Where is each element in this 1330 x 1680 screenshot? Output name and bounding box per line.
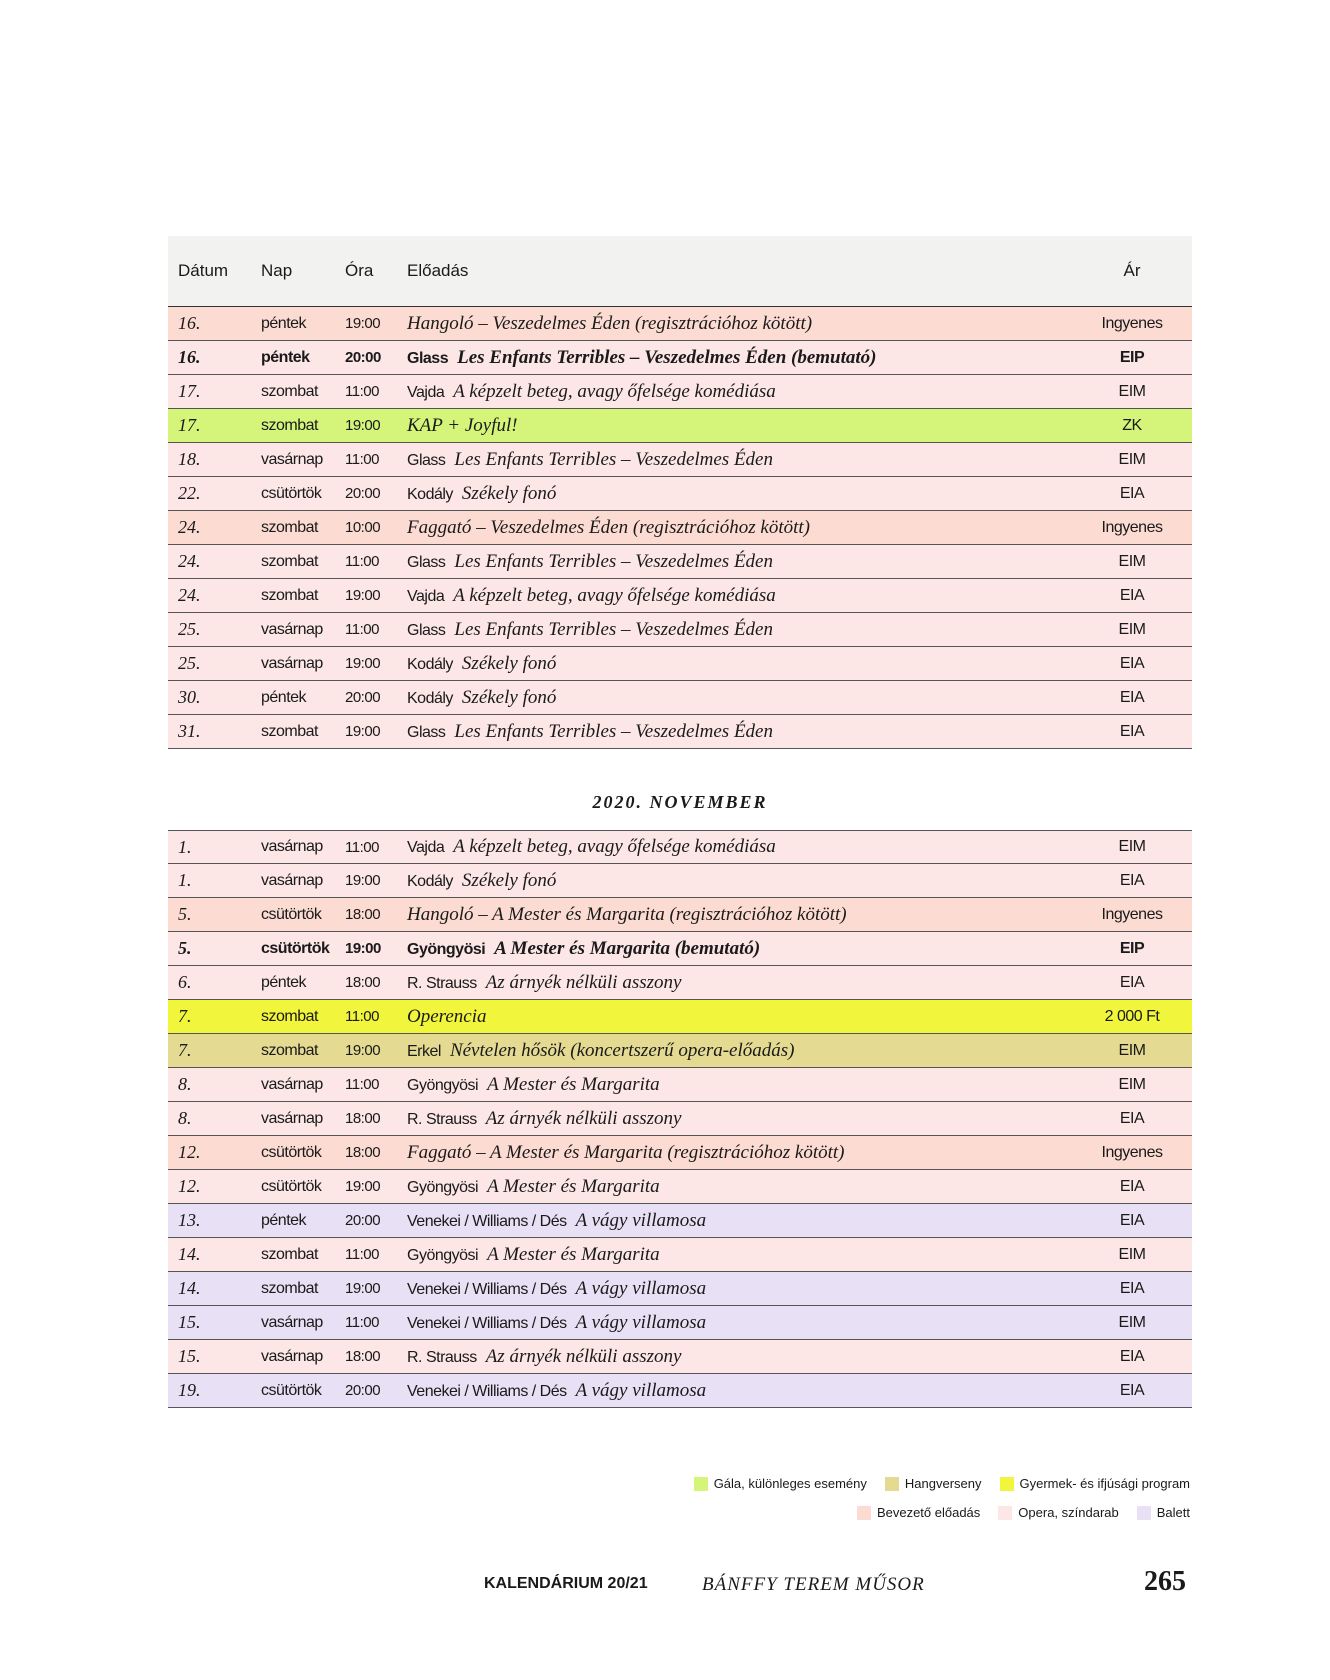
- row-day: vasárnap: [261, 1109, 323, 1127]
- row-time: 11:00: [345, 451, 379, 468]
- row-time: 19:00: [345, 940, 381, 957]
- legend-item: [1000, 1476, 1191, 1491]
- row-date: 19.: [178, 1380, 201, 1400]
- row-date: 17.: [178, 381, 201, 401]
- row-show: [407, 415, 1072, 437]
- row-composer: Venekei / Williams / Dés: [407, 1280, 567, 1298]
- row-price: Ingyenes: [1101, 518, 1163, 536]
- row-show: [407, 1380, 1072, 1402]
- row-show: [407, 870, 1072, 892]
- row-time: 19:00: [345, 1042, 381, 1059]
- row-price: EIA: [1119, 1177, 1145, 1195]
- table-row: [168, 1000, 1192, 1034]
- month-heading: 2020. NOVEMBER: [592, 792, 768, 812]
- row-price: EIM: [1118, 1245, 1146, 1263]
- row-price: EIA: [1119, 1279, 1145, 1297]
- row-time: 19:00: [345, 315, 381, 332]
- row-day: szombat: [261, 586, 318, 604]
- legend-item: [857, 1505, 980, 1520]
- row-show: [407, 972, 1072, 994]
- row-day: péntek: [261, 348, 310, 366]
- table-row: [168, 1340, 1192, 1374]
- row-title: A Mester és Margarita: [487, 1175, 660, 1197]
- row-price: EIM: [1118, 450, 1146, 468]
- row-composer: Kodály: [407, 689, 453, 707]
- row-show: [407, 1176, 1072, 1198]
- row-day: vasárnap: [261, 1347, 323, 1365]
- legend-swatch: [857, 1506, 871, 1520]
- row-date: 22.: [178, 483, 201, 503]
- row-title: Les Enfants Terribles – Veszedelmes Éden: [454, 720, 773, 742]
- row-title: A képzelt beteg, avagy őfelsége komédiása: [453, 584, 776, 606]
- row-composer: Venekei / Williams / Dés: [407, 1212, 567, 1230]
- row-date: 17.: [178, 415, 201, 435]
- row-show: [407, 449, 1072, 471]
- row-show: [407, 721, 1072, 743]
- row-date: 15.: [178, 1312, 201, 1332]
- row-date: 31.: [178, 721, 201, 741]
- legend-swatch: [1000, 1477, 1014, 1491]
- row-title: Székely fonó: [461, 482, 557, 504]
- legend-label: Balett: [1156, 1505, 1190, 1520]
- row-date: 6.: [178, 972, 192, 992]
- row-time: 19:00: [345, 655, 381, 672]
- row-time: 18:00: [345, 1348, 381, 1365]
- table-row: [168, 511, 1192, 545]
- row-price: EIM: [1118, 1313, 1146, 1331]
- row-price: EIA: [1119, 1109, 1145, 1127]
- row-title: Székely fonó: [461, 652, 557, 674]
- row-show: [407, 1244, 1072, 1266]
- row-date: 30.: [178, 687, 201, 707]
- row-time: 20:00: [345, 1382, 381, 1399]
- table-row: [168, 1272, 1192, 1306]
- row-date: 13.: [178, 1210, 201, 1230]
- table-row: [168, 864, 1192, 898]
- row-composer: Glass: [407, 723, 446, 741]
- row-time: 11:00: [345, 1008, 379, 1025]
- row-day: vasárnap: [261, 838, 323, 855]
- row-composer: Kodály: [407, 655, 453, 673]
- row-time: 19:00: [345, 1178, 381, 1195]
- row-title: Az árnyék nélküli asszony: [485, 1107, 682, 1129]
- row-title: Hangoló – A Mester és Margarita (regisztrációhoz kötött): [407, 903, 847, 925]
- row-price: 2 000 Ft: [1104, 1007, 1160, 1025]
- table-row: [168, 1102, 1192, 1136]
- october-rows: [168, 307, 1192, 749]
- row-title: Székely fonó: [461, 686, 557, 708]
- table-row: [168, 341, 1192, 375]
- table-row: [168, 1204, 1192, 1238]
- row-time: 18:00: [345, 974, 381, 991]
- row-date: 12.: [178, 1176, 201, 1196]
- row-composer: R. Strauss: [407, 974, 477, 992]
- row-composer: R. Strauss: [407, 1110, 477, 1128]
- table-row: [168, 545, 1192, 579]
- legend-row-2: [857, 1505, 1190, 1520]
- row-title: Faggató – A Mester és Margarita (regisztrációhoz kötött): [407, 1141, 845, 1163]
- row-composer: Vajda: [407, 383, 445, 401]
- row-time: 10:00: [345, 519, 381, 536]
- row-show: [407, 1142, 1072, 1164]
- table-row: [168, 409, 1192, 443]
- row-date: 16.: [178, 313, 201, 333]
- row-time: 20:00: [345, 1212, 381, 1229]
- row-composer: Gyöngyösi: [407, 1178, 479, 1196]
- row-price: EIA: [1119, 688, 1145, 706]
- row-title: A Mester és Margarita: [487, 1243, 660, 1265]
- legend-swatch: [998, 1506, 1012, 1520]
- footer-publication: KALENDÁRIUM 20/21: [484, 1575, 648, 1592]
- row-price: EIA: [1119, 654, 1145, 672]
- row-date: 7.: [178, 1006, 192, 1026]
- row-time: 19:00: [345, 587, 381, 604]
- row-day: csütörtök: [261, 1177, 322, 1195]
- row-title: A Mester és Margarita (bemutató): [494, 937, 761, 959]
- schedule-table-november: [168, 830, 1192, 1408]
- table-row: [168, 1374, 1192, 1408]
- row-time: 11:00: [345, 621, 379, 638]
- row-day: szombat: [261, 1041, 318, 1059]
- row-price: EIP: [1119, 348, 1145, 366]
- table-row: [168, 375, 1192, 409]
- page-number: 265: [1144, 1566, 1186, 1597]
- row-title: Névtelen hősök (koncertszerű opera-előadás): [449, 1039, 795, 1061]
- row-title: KAP + Joyful!: [407, 414, 518, 436]
- row-day: szombat: [261, 1007, 318, 1025]
- row-time: 20:00: [345, 689, 381, 706]
- row-title: Az árnyék nélküli asszony: [485, 971, 682, 993]
- row-date: 5.: [178, 904, 192, 924]
- row-title: Székely fonó: [461, 869, 557, 891]
- row-day: szombat: [261, 1245, 318, 1263]
- row-composer: Venekei / Williams / Dés: [407, 1382, 567, 1400]
- row-price: EIM: [1118, 552, 1146, 570]
- row-title: Les Enfants Terribles – Veszedelmes Éden: [454, 618, 773, 640]
- table-row: [168, 579, 1192, 613]
- row-day: szombat: [261, 416, 318, 434]
- row-composer: Erkel: [407, 1042, 441, 1060]
- row-time: 11:00: [345, 383, 379, 400]
- row-day: szombat: [261, 552, 318, 570]
- row-time: 18:00: [345, 1144, 381, 1161]
- row-day: szombat: [261, 1279, 318, 1297]
- row-show: [407, 1006, 1072, 1028]
- row-price: Ingyenes: [1101, 1143, 1163, 1161]
- row-composer: Gyöngyösi: [407, 940, 486, 958]
- row-show: [407, 347, 1072, 369]
- row-title: Les Enfants Terribles – Veszedelmes Éden: [454, 448, 773, 470]
- row-date: 15.: [178, 1346, 201, 1366]
- row-time: 20:00: [345, 349, 381, 366]
- row-day: csütörtök: [261, 1381, 322, 1399]
- header-price: Ár: [1123, 261, 1141, 280]
- row-composer: Gyöngyösi: [407, 1076, 479, 1094]
- row-title: Les Enfants Terribles – Veszedelmes Éden (bemutató): [457, 346, 877, 368]
- row-show: [407, 551, 1072, 573]
- table-row: [168, 1136, 1192, 1170]
- row-show: [407, 1108, 1072, 1130]
- row-date: 18.: [178, 449, 201, 469]
- row-title: A képzelt beteg, avagy őfelsége komédiása: [453, 380, 776, 402]
- row-date: 16.: [178, 347, 201, 367]
- row-day: szombat: [261, 518, 318, 536]
- row-day: csütörtök: [261, 1143, 322, 1161]
- legend-item: [1137, 1505, 1190, 1520]
- row-title: A vágy villamosa: [575, 1311, 707, 1333]
- table-row: [168, 1306, 1192, 1340]
- row-day: péntek: [261, 973, 307, 991]
- page-footer: [0, 1566, 1330, 1606]
- row-price: EIA: [1119, 973, 1145, 991]
- row-composer: R. Strauss: [407, 1348, 477, 1366]
- row-day: vasárnap: [261, 620, 323, 638]
- row-composer: Vajda: [407, 587, 445, 605]
- table-row: [168, 898, 1192, 932]
- row-composer: Glass: [407, 553, 446, 571]
- row-composer: Glass: [407, 349, 449, 367]
- table-row: [168, 830, 1192, 864]
- row-day: csütörtök: [261, 905, 322, 923]
- schedule-table-october: [168, 236, 1192, 749]
- row-date: 24.: [178, 517, 201, 537]
- legend-label: Gála, különleges esemény: [713, 1476, 867, 1491]
- row-show: [407, 517, 1072, 539]
- row-composer: Venekei / Williams / Dés: [407, 1314, 567, 1332]
- table-header: [168, 236, 1192, 307]
- header-day: Nap: [261, 261, 293, 280]
- legend-label: Gyermek- és ifjúsági program: [1019, 1476, 1190, 1491]
- row-date: 1.: [178, 870, 192, 890]
- row-title: A vágy villamosa: [575, 1209, 707, 1231]
- row-date: 5.: [178, 938, 192, 958]
- row-time: 11:00: [345, 1314, 379, 1331]
- row-show: [407, 938, 1072, 960]
- row-show: [407, 483, 1072, 505]
- row-title: Az árnyék nélküli asszony: [485, 1345, 682, 1367]
- legend-row-1: [694, 1476, 1190, 1491]
- row-composer: Kodály: [407, 485, 453, 503]
- table-row: [168, 443, 1192, 477]
- row-show: [407, 1278, 1072, 1300]
- row-show: [407, 687, 1072, 709]
- row-show: [407, 313, 1072, 335]
- row-price: EIA: [1119, 1381, 1145, 1399]
- row-show: [407, 619, 1072, 641]
- row-price: EIA: [1119, 484, 1145, 502]
- row-price: EIA: [1119, 586, 1145, 604]
- row-day: péntek: [261, 688, 307, 706]
- legend-swatch: [885, 1477, 899, 1491]
- row-time: 11:00: [345, 1246, 379, 1263]
- row-show: [407, 1210, 1072, 1232]
- header-date: Dátum: [178, 261, 229, 280]
- row-price: Ingyenes: [1101, 314, 1163, 332]
- footer-section: BÁNFFY TEREM MŰSOR: [702, 1574, 925, 1595]
- row-price: EIA: [1119, 871, 1145, 889]
- table-row: [168, 613, 1192, 647]
- row-day: csütörtök: [261, 939, 330, 957]
- november-rows: [168, 830, 1192, 1408]
- row-date: 25.: [178, 619, 201, 639]
- row-date: 25.: [178, 653, 201, 673]
- row-date: 24.: [178, 551, 201, 571]
- row-show: [407, 381, 1072, 403]
- legend-label: Bevezető előadás: [876, 1505, 981, 1520]
- row-price: ZK: [1122, 416, 1142, 434]
- header-show: Előadás: [407, 261, 469, 280]
- row-title: A vágy villamosa: [575, 1277, 707, 1299]
- row-title: Les Enfants Terribles – Veszedelmes Éden: [454, 550, 773, 572]
- row-title: A képzelt beteg, avagy őfelsége komédiása: [453, 836, 776, 857]
- row-time: 19:00: [345, 723, 381, 740]
- row-day: vasárnap: [261, 1075, 323, 1093]
- row-time: 20:00: [345, 485, 381, 502]
- row-title: A Mester és Margarita: [487, 1073, 660, 1095]
- row-day: péntek: [261, 314, 307, 332]
- row-date: 14.: [178, 1278, 201, 1298]
- row-time: 19:00: [345, 1280, 381, 1297]
- row-show: [407, 1346, 1072, 1368]
- legend-item: [694, 1476, 867, 1491]
- row-day: szombat: [261, 382, 318, 400]
- row-composer: Gyöngyösi: [407, 1246, 479, 1264]
- row-day: vasárnap: [261, 450, 323, 468]
- row-composer: Glass: [407, 451, 446, 469]
- row-price: EIA: [1119, 1211, 1145, 1229]
- row-price: EIM: [1118, 1041, 1146, 1059]
- table-row: [168, 647, 1192, 681]
- row-show: [407, 1040, 1072, 1062]
- row-title: Operencia: [407, 1005, 487, 1027]
- row-date: 8.: [178, 1074, 192, 1094]
- row-show: [407, 836, 1072, 858]
- legend-swatch: [694, 1477, 708, 1491]
- row-composer: Glass: [407, 621, 446, 639]
- row-date: 8.: [178, 1108, 192, 1128]
- table-row: [168, 477, 1192, 511]
- row-price: EIM: [1118, 382, 1146, 400]
- legend-item: [998, 1505, 1118, 1520]
- row-time: 19:00: [345, 417, 381, 434]
- row-title: Hangoló – Veszedelmes Éden (regisztrációhoz kötött): [407, 312, 813, 334]
- row-composer: Vajda: [407, 839, 445, 856]
- row-price: EIA: [1119, 1347, 1145, 1365]
- row-date: 12.: [178, 1142, 201, 1162]
- row-show: [407, 1074, 1072, 1096]
- row-time: 18:00: [345, 1110, 381, 1127]
- row-date: 7.: [178, 1040, 192, 1060]
- header-time: Óra: [345, 261, 374, 280]
- row-day: csütörtök: [261, 484, 322, 502]
- table-row: [168, 1170, 1192, 1204]
- row-time: 11:00: [345, 553, 379, 570]
- row-price: EIA: [1119, 722, 1145, 740]
- table-row: [168, 1238, 1192, 1272]
- row-day: vasárnap: [261, 654, 323, 672]
- table-row: [168, 307, 1192, 341]
- row-day: péntek: [261, 1211, 307, 1229]
- row-price: EIM: [1118, 620, 1146, 638]
- row-price: Ingyenes: [1101, 905, 1163, 923]
- table-row: [168, 966, 1192, 1000]
- legend-label: Hangverseny: [904, 1476, 982, 1491]
- row-date: 1.: [178, 836, 192, 857]
- row-day: vasárnap: [261, 871, 323, 889]
- row-composer: Kodály: [407, 872, 453, 890]
- row-time: 11:00: [345, 838, 379, 856]
- row-show: [407, 653, 1072, 675]
- row-day: vasárnap: [261, 1313, 323, 1331]
- row-time: 19:00: [345, 872, 381, 889]
- table-row: [168, 681, 1192, 715]
- row-price: EIP: [1119, 939, 1145, 957]
- legend-item: [885, 1476, 982, 1491]
- row-day: szombat: [261, 722, 318, 740]
- table-row: [168, 715, 1192, 749]
- row-show: [407, 585, 1072, 607]
- row-time: 11:00: [345, 1076, 379, 1093]
- legend-swatch: [1137, 1506, 1151, 1520]
- row-show: [407, 904, 1072, 926]
- row-date: 24.: [178, 585, 201, 605]
- table-row: [168, 1068, 1192, 1102]
- row-price: EIM: [1118, 838, 1146, 855]
- table-row: [168, 932, 1192, 966]
- table-row: [168, 1034, 1192, 1068]
- row-title: A vágy villamosa: [575, 1379, 707, 1401]
- row-show: [407, 1312, 1072, 1334]
- row-title: Faggató – Veszedelmes Éden (regisztrációhoz kötött): [407, 516, 810, 538]
- row-price: EIM: [1118, 1075, 1146, 1093]
- row-date: 14.: [178, 1244, 201, 1264]
- row-time: 18:00: [345, 906, 381, 923]
- legend-label: Opera, színdarab: [1018, 1505, 1119, 1520]
